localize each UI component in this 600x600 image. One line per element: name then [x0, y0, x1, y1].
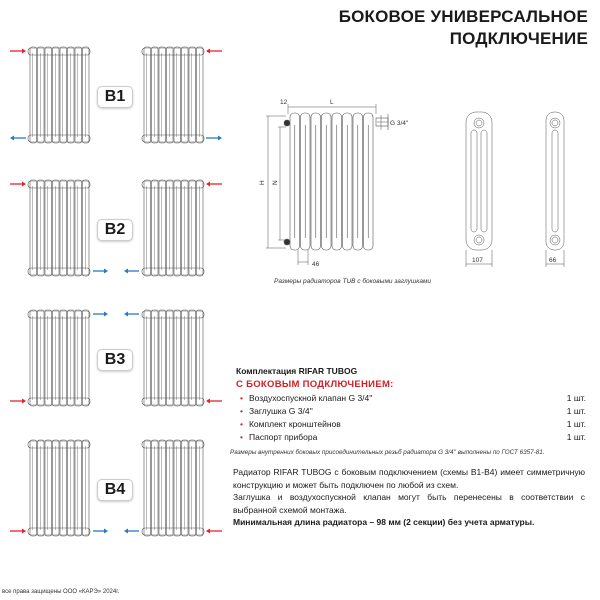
scheme-b3	[0, 308, 225, 418]
dim-thread: G 3/4''	[390, 120, 409, 127]
dim-46: 46	[312, 261, 320, 268]
flow-arrow-icon	[10, 49, 26, 54]
flow-arrow-icon	[206, 529, 222, 534]
flow-arrow-icon	[10, 182, 26, 187]
radiator-front-view	[284, 113, 388, 250]
kit-list	[236, 392, 586, 444]
flow-arrow-icon	[10, 529, 26, 534]
scheme-label: B3	[97, 349, 133, 371]
kit-heading: Комплектация RIFAR TUBOG	[236, 366, 358, 376]
list-item: • Воздухоспускной клапан G 3/4'' 1 шт.	[240, 393, 586, 403]
radiator-left	[28, 440, 90, 536]
dim-length: L	[330, 99, 334, 106]
kit-subheading: С БОКОВЫМ ПОДКЛЮЧЕНИЕМ:	[236, 379, 394, 390]
flow-arrow-icon	[93, 312, 108, 317]
flow-arrow-icon	[10, 399, 26, 404]
flow-arrow-icon	[93, 269, 108, 274]
flow-arrow-icon	[10, 136, 26, 141]
dim-axis: N	[272, 180, 279, 185]
radiator-left	[28, 180, 90, 276]
flow-arrow-icon	[206, 399, 222, 404]
scheme-label: B1	[97, 86, 133, 108]
flow-arrow-icon	[124, 312, 139, 317]
dim-12: 12	[280, 99, 288, 106]
scheme-b4	[0, 438, 225, 548]
scheme-label: B4	[97, 479, 133, 501]
flow-arrow-icon	[124, 529, 139, 534]
dim-66: 66	[549, 257, 557, 264]
bullet-icon: •	[240, 432, 243, 442]
page-title: БОКОВОЕ УНИВЕРСАЛЬНОЕ ПОДКЛЮЧЕНИЕ	[338, 7, 588, 48]
radiator-right	[142, 180, 204, 276]
copyright: все права защищены ООО «КАРЭ» 2024г.	[2, 589, 120, 595]
flow-arrow-icon	[206, 49, 222, 54]
drawing-caption: Размеры радиаторов TUB с боковыми заглушками	[274, 278, 432, 285]
scheme-label: B2	[97, 219, 133, 241]
radiator-left	[28, 310, 90, 406]
scheme-b1	[0, 45, 225, 155]
bullet-icon: •	[240, 406, 243, 416]
list-item: • Комплект кронштейнов 1 шт.	[240, 419, 586, 429]
list-item: • Заглушка G 3/4'' 1 шт.	[240, 406, 586, 416]
flow-arrow-icon	[93, 529, 108, 534]
description: Радиатор RIFAR TUBOG с боковым подключением (схемы B1-B4) имеет симметричную конструкцию и может быть подключен по любой из схем. Заглушка и воздухоспускной клапан могут быть перенесены в соответствии с выбранной схемой монтажа. Минимальная длина радиатора – 98 мм (2 секции) без учета арматуры.	[233, 467, 585, 527]
flow-arrow-icon	[124, 269, 139, 274]
bullet-icon: •	[240, 393, 243, 403]
list-item: • Паспорт прибора 1 шт.	[240, 432, 586, 442]
thread-note: Размеры внутренних боковых присоединительных резьб радиатора G 3/4'' выполнены по ГОСТ 6357-81.	[230, 449, 545, 456]
scheme-b2	[0, 178, 225, 288]
radiator-right	[142, 310, 204, 406]
radiator-right	[142, 47, 204, 143]
dim-107: 107	[472, 257, 483, 264]
dim-height: H	[259, 180, 266, 185]
flow-arrow-icon	[206, 182, 222, 187]
radiator-right	[142, 440, 204, 536]
radiator-left	[28, 47, 90, 143]
kit-section	[236, 366, 586, 444]
flow-arrow-icon	[206, 136, 222, 141]
dimension-drawing	[250, 90, 600, 280]
bullet-icon: •	[240, 419, 243, 429]
